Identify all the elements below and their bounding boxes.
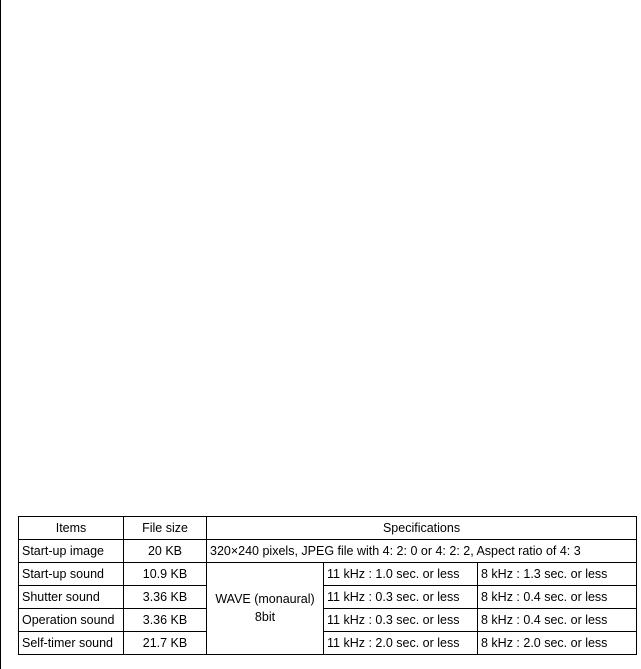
header-specifications: Specifications (207, 517, 637, 540)
table-row (19, 609, 637, 632)
file-specifications-table (18, 516, 637, 655)
spec-8khz-cell: 8 kHz : 2.0 sec. or less (478, 632, 637, 655)
header-items: Items (19, 517, 124, 540)
table-row (19, 632, 637, 655)
table-row (19, 586, 637, 609)
file-size-cell: 3.36 KB (124, 586, 207, 609)
item-cell: Self-timer sound (19, 632, 124, 655)
table-row (19, 540, 637, 563)
wave-format-cell (207, 563, 324, 655)
table-header-row (19, 517, 637, 540)
spec-cell: 320×240 pixels, JPEG file with 4: 2: 0 or 4: 2: 2, Aspect ratio of 4: 3 (207, 540, 637, 563)
table-row (19, 563, 637, 586)
file-size-cell: 3.36 KB (124, 609, 207, 632)
spec-11khz-cell: 11 kHz : 0.3 sec. or less (324, 609, 478, 632)
spec-8khz-cell: 8 kHz : 0.4 sec. or less (478, 586, 637, 609)
file-size-cell: 20 KB (124, 540, 207, 563)
wave-bit-depth-label: 8bit (254, 609, 276, 624)
page-left-border (0, 0, 1, 669)
wave-format-label: WAVE (monaural) (215, 592, 315, 606)
spec-11khz-cell: 11 kHz : 0.3 sec. or less (324, 586, 478, 609)
item-cell: Start-up image (19, 540, 124, 563)
file-size-cell: 10.9 KB (124, 563, 207, 586)
header-file-size: File size (124, 517, 207, 540)
item-cell: Start-up sound (19, 563, 124, 586)
spec-8khz-cell: 8 kHz : 1.3 sec. or less (478, 563, 637, 586)
item-cell: Operation sound (19, 609, 124, 632)
file-size-cell: 21.7 KB (124, 632, 207, 655)
spec-11khz-cell: 11 kHz : 2.0 sec. or less (324, 632, 478, 655)
spec-8khz-cell: 8 kHz : 0.4 sec. or less (478, 609, 637, 632)
item-cell: Shutter sound (19, 586, 124, 609)
spec-11khz-cell: 11 kHz : 1.0 sec. or less (324, 563, 478, 586)
